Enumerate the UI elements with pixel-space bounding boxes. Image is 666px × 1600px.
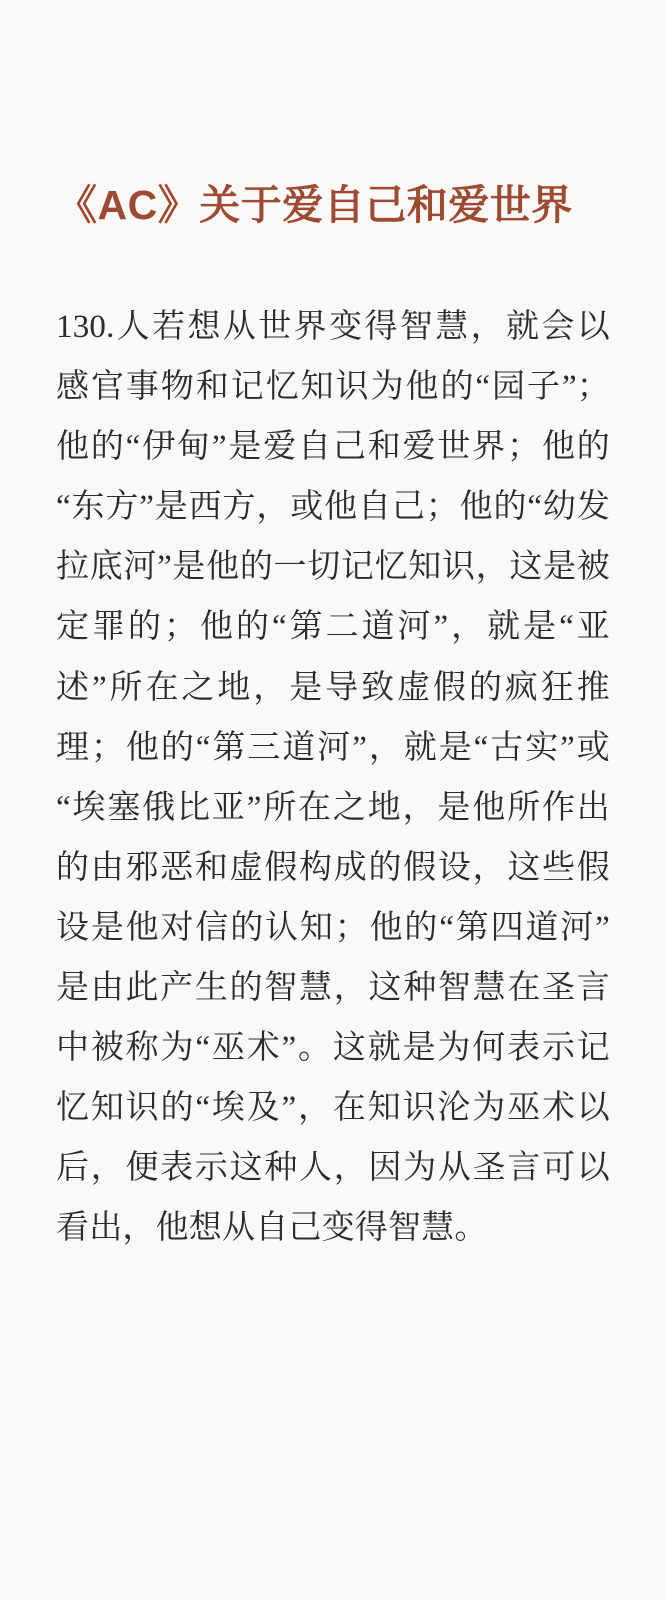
body-paragraph: 130.人若想从世界变得智慧，就会以感官事物和记忆知识为他的“园子”；他的“伊甸”是爱自己和爱世界；他的“东方”是西方，或他自己；他的“幼发拉底河”是他的一切记忆知识，这是被定罪的；他的“第二道河”，就是“亚述”所在之地，是导致虚假的疯狂推理；他的“第三道河”，就是“古实”或“埃塞俄比亚”所在之地，是他所作出的由邪恶和虚假构成的假设，这些假设是他对信的认知；他的“第四道河”是由此产生的智慧，这种智慧在圣言中被称为“巫术”。这就是为何表示记忆知识的“埃及”，在知识沦为巫术以后，便表示这种人，因为从圣言可以看出，他想从自己变得智慧。 [56,309,610,1246]
page-title: 《AC》关于爱自己和爱世界 [56,182,573,228]
